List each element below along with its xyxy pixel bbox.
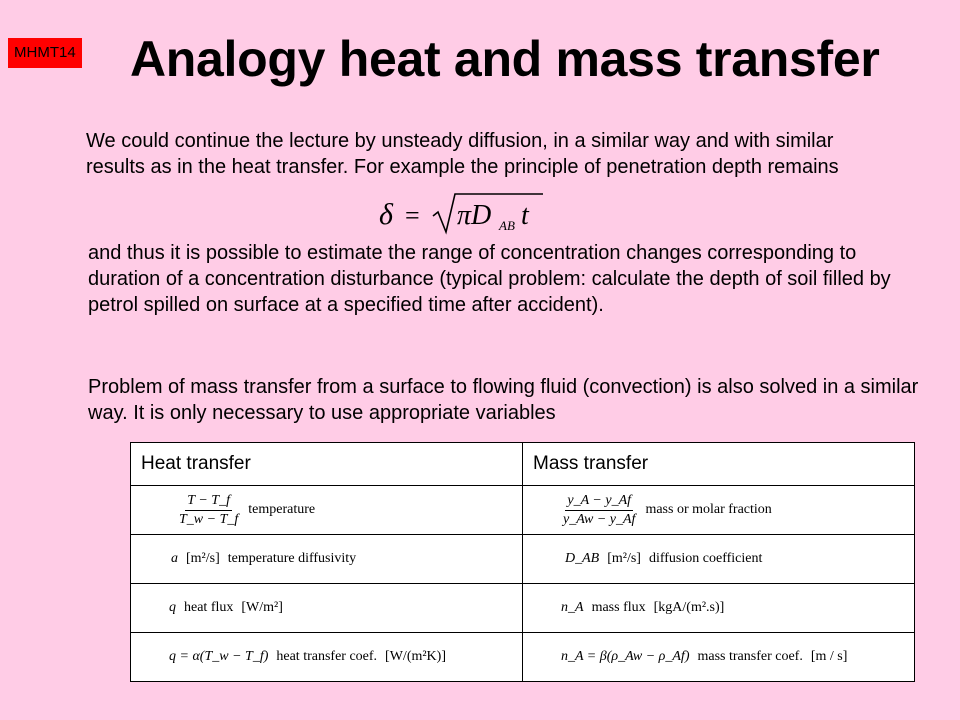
paragraph-concentration: and thus it is possible to estimate the range of concentration changes corresponding to duration of a concentration disturbance (typical problem: calculate the depth of soil filled by petrol spilled on surface at a specified time after accident). (88, 242, 891, 316)
column-header-mass: Mass transfer (523, 443, 915, 486)
cell-label: heat transfer coef. (276, 649, 378, 664)
svg-text:δ: δ (379, 198, 393, 231)
mass-cell-fraction (523, 486, 915, 535)
slide-number-badge: MHMT14 (8, 38, 82, 68)
cell-label: temperature diffusivity (227, 551, 357, 566)
svg-text:πD: πD (457, 200, 492, 231)
slide-title: Analogy heat and mass transfer (130, 31, 880, 87)
table-row (131, 633, 915, 682)
table-header-row (131, 443, 915, 486)
column-header-heat: Heat transfer (131, 443, 523, 486)
heat-cell-diffusivity (131, 535, 523, 584)
mass-cell-coefficient (523, 633, 915, 682)
unit: [m / s] (810, 649, 848, 664)
paragraph-intro: We could continue the lecture by unsteady diffusion, in a similar way and with similar results as in the heat transfer. For example the principle of penetration depth remains (86, 130, 839, 178)
symbol: a (171, 551, 178, 566)
mass-fraction-fraction (561, 493, 637, 528)
fraction-denominator: y_Aw − y_Af (563, 511, 636, 527)
unit: [m²/s] (607, 551, 641, 566)
fraction-denominator: T_w − T_f (179, 511, 239, 527)
temperature-fraction (177, 493, 240, 528)
cell-label: mass or molar fraction (645, 502, 772, 517)
mass-cell-diffusion (523, 535, 915, 584)
svg-text:=: = (405, 201, 420, 230)
table-row (131, 584, 915, 633)
unit: [W/(m²K)] (385, 649, 446, 664)
unit: [m²/s] (186, 551, 220, 566)
cell-label: temperature (248, 502, 316, 517)
unit: [kgA/(m².s)] (653, 600, 725, 615)
heat-cell-flux (131, 584, 523, 633)
mass-cell-flux (523, 584, 915, 633)
equation: q = α(T_w − T_f) (169, 649, 269, 664)
table-row (131, 535, 915, 584)
fraction-numerator: y_A − y_Af (565, 493, 633, 511)
analogy-table (130, 442, 915, 682)
symbol: D_AB (565, 551, 600, 566)
equation: n_A = β(ρ_Aw − ρ_Af) (561, 649, 690, 664)
cell-label: mass flux (591, 600, 646, 615)
svg-text:t: t (521, 200, 529, 231)
symbol: q (169, 600, 176, 615)
symbol: n_A (561, 600, 584, 615)
cell-label: diffusion coefficient (648, 551, 763, 566)
paragraph-convection: Problem of mass transfer from a surface to flowing fluid (convection) is also solved in a similar way. It is only necessary to use appropriate variables (88, 376, 919, 424)
svg-text:AB: AB (499, 218, 515, 233)
table-row (131, 486, 915, 535)
cell-label: mass transfer coef. (697, 649, 803, 664)
heat-cell-temperature (131, 486, 523, 535)
unit: [W/m²] (241, 600, 283, 615)
cell-label: heat flux (184, 600, 234, 615)
heat-cell-coefficient (131, 633, 523, 682)
fraction-numerator: T − T_f (185, 493, 232, 511)
penetration-depth-formula (375, 190, 545, 236)
